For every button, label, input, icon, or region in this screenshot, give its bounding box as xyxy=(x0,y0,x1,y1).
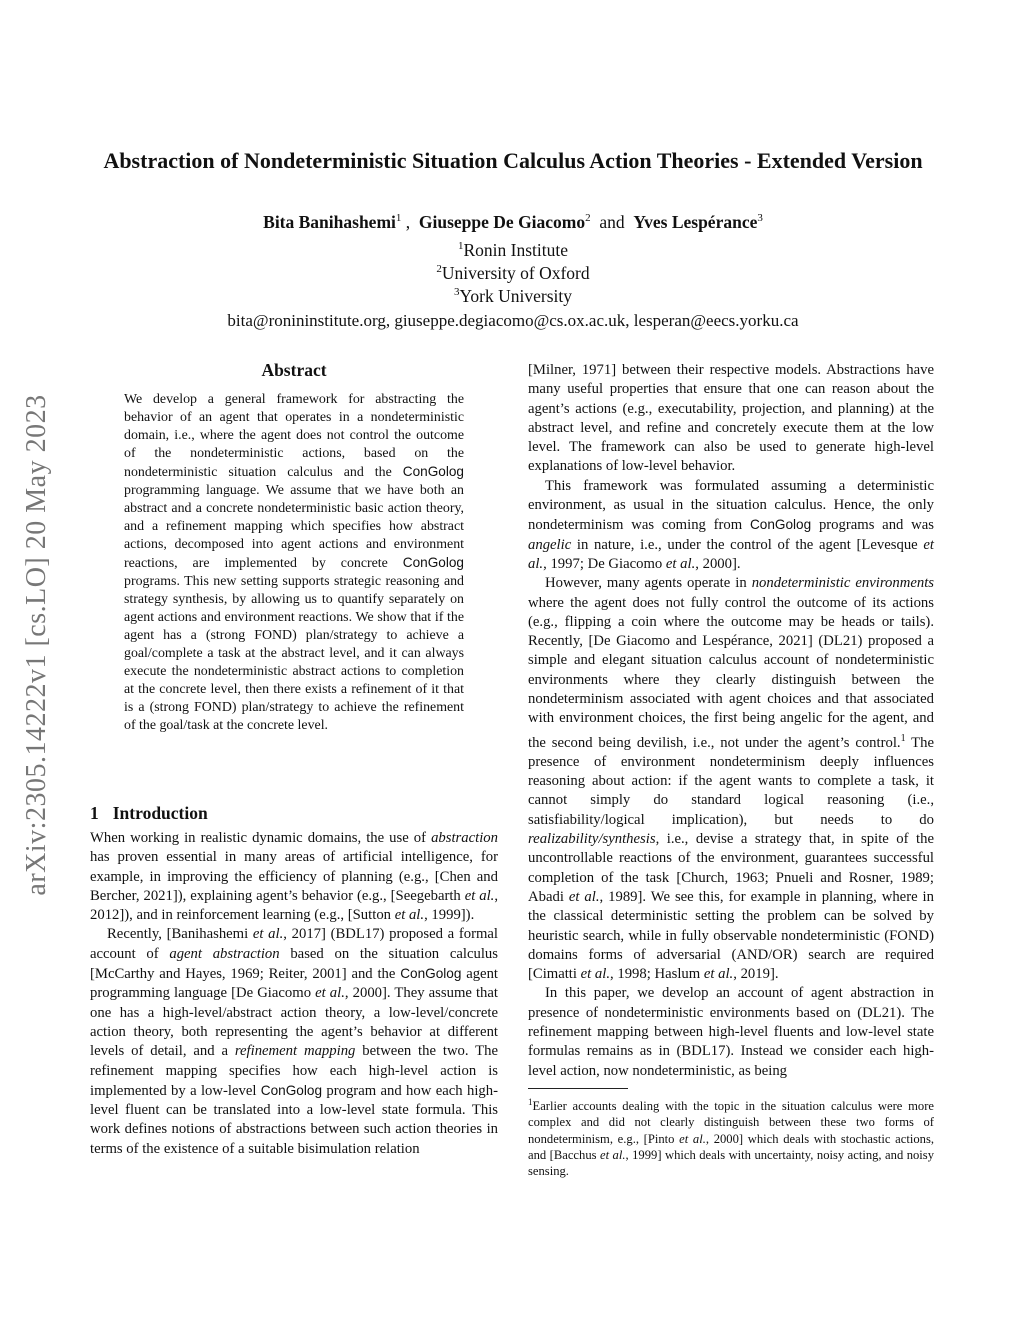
paper-title: Abstraction of Nondeterministic Situation Calculus Action Theories - Extended Version xyxy=(103,148,923,173)
footnote-divider xyxy=(528,1088,628,1089)
author-emails: bita@ronininstitute.org, giuseppe.degiacomo@cs.ox.ac.uk, lesperan@eecs.yorku.ca xyxy=(227,311,799,330)
abstract-heading: Abstract xyxy=(261,360,327,380)
paragraph: Recently, [Banihashemi et al., 2017] (BDL17) proposed a formal account of agent abstraction based on the situation calculus [McCarthy and Hayes, 1969; Reiter, 2001] and the ConGolog agent programming language [De Giacomo et al., 2000]. They assume that one has a high-level/abstract action theory, a low-level/concrete action theory, both representing the agent’s behavior at different levels of detail, and a refinement mapping between the two. The refinement mapping specifies how each high-level action is implemented by a low-level ConGolog program and how each high-level fluent can be translated into a low-level state formula. This work defines notions of abstractions between such action theories in terms of the existence of a suitable bisimulation relation xyxy=(90,926,499,1157)
paragraph: In this paper, we develop an account of agent abstraction in presence of nondeterministic environments based on (DL21). The refinement mapping between high-level fluents and low-level state formulas remains as in (BDL17). Instead we consider each high-level action, now nondeterministic, as being xyxy=(528,985,934,1079)
paragraph: However, many agents operate in nondeterministic environments where the agent does not fully control the outcome of its actions (e.g., flipping a coin where the outcome may be heads or tails). Recently, [De Giacomo and Lespérance, 2021] (DL21) proposed a simple and elegant situation calculus account of nondeterministic environments where they clearly distinguish between the nondeterminism associated with agent choices and that associated with environment choices, the first being angelic for the agent, and the second being devilish, i.e., not under the agent’s control.$^1$ The presence of environment nondeterminism deeply influences reasoning about action: if the agent wants to complete a task, it cannot simply do standard logical reasoning (i.e., satisfiability/logical implication), but needs to do realizability/synthesis, i.e., devise a strategy that, in spite of the uncontrollable reactions of the environment, guarantees successful completion of the task [Church, 1963; Pnueli and Rosner, 1989; Abadi et al., 1989]. We see this, for example in planning, where in the classical deterministic setting the problem can be solved by heuristic search, while in fully observable nondeterministic (FOND) domains forms of adversarial (AND/OR) search are required [Cimatti et al., 1998; Haslum et al., 2019]. xyxy=(528,575,935,983)
paragraph: This framework was formulated assuming a deterministic environment, as usual in the situation calculus. Hence, the only nondeterminism was coming from ConGolog programs and was angelic in nature, i.e., under the control of the agent [Levesque et al., 1997; De Giacomo et al., 2000]. xyxy=(528,477,934,572)
affiliation-3: $^3$York University xyxy=(454,286,572,306)
footnote: $^1$Earlier accounts dealing with the topic in the situation calculus were more complex and did not clearly distinguish between these two forms of nondeterminism, e.g., [Pinto et al., 2000] which deals with stochastic actions, and [Bacchus et al., 1999] which deals with uncertainty, noisy acting, and noisy sensing. xyxy=(528,1097,935,1178)
author-3: Yves Lespérance xyxy=(633,212,758,232)
footnote-ref: 1 xyxy=(900,732,906,744)
affiliation-1: $^1$Ronin Institute xyxy=(457,240,568,260)
left-column-text xyxy=(90,829,498,1159)
arxiv-stamp: arXiv:2305.14222v1 [cs.LO] 20 May 2023 xyxy=(21,394,52,896)
abstract-body: We develop a general framework for abstracting the behavior of an agent that operates in a nondeterministic domain, i.e., where the agent does not control the outcome of the nondeterministic actions, based on the nondeterministic situation calculus and the ConGolog programming language. We assume that we have both an abstract and a concrete nondeterministic basic action theory, and a refinement mapping which specifies how abstract actions, decomposed into agent actions and environment reactions, are implemented by concrete ConGolog programs. This new setting supports strategic reasoning and strategy synthesis, by allowing us to quantify separately on agent actions and environment reactions. We show that if the agent has a (strong FOND) plan/strategy to achieve a goal/complete a task at the abstract level, and it can always execute the nondeterministic abstract actions to completion at the concrete level, then there exists a refinement of it that is a (strong FOND) plan/strategy to achieve the refinement of the goal/task at the concrete level. xyxy=(124,392,464,733)
paragraph: When working in realistic dynamic domains, the use of abstraction has proven essential in many areas of artificial intelligence, for example, in improving the efficiency of planning (e.g., [Chen and Bercher, 2021]), explaining agent’s behavior (e.g., [Seegebarth et al., 2012]), and in reinforcement learning (e.g., [Sutton et al., 1999]). xyxy=(90,830,498,924)
section-heading-introduction: 1 Introduction xyxy=(90,803,208,823)
author-2: Giuseppe De Giacomo xyxy=(418,212,586,232)
author-line: Bita Banihashemi$^1$ , Giuseppe De Giacomo$^2$ and Yves Lespérance$^3$ xyxy=(263,212,763,232)
right-column-text xyxy=(528,361,934,1081)
affiliation-2: $^2$University of Oxford xyxy=(436,263,590,283)
author-1: Bita Banihashemi xyxy=(263,212,396,232)
paragraph: [Milner, 1971] between their respective models. Abstractions have many useful properties that ensure that one can reason about the agent’s actions (e.g., executability, projection, and planning) at the abstract level, and refine and concretely execute them at the low level. The framework can also be used to generate high-level explanations of low-level behavior. xyxy=(528,362,934,475)
